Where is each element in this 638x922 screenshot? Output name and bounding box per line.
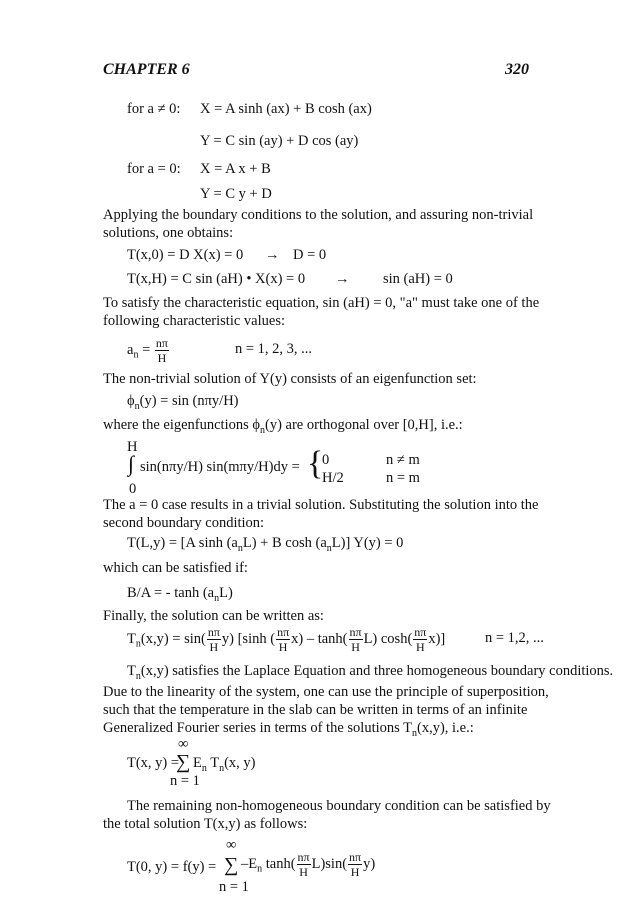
fraction-n-pi-over-h	[155, 337, 169, 364]
paragraph-tn-satisfies	[127, 664, 613, 682]
sum2-body	[241, 851, 375, 878]
fraction-n-pi-over-h	[297, 851, 311, 878]
tn-n-range: n = 1,2, ...	[485, 630, 544, 646]
bc-result-2: sin (aH) = 0	[383, 271, 453, 287]
tn-text-d: x) – tanh(	[291, 630, 348, 647]
bc-equation-1: T(x,0) = D X(x) = 0	[127, 247, 244, 263]
sum1-lhs: T(x, y) =	[127, 755, 180, 771]
p8-subscript-2: n	[412, 727, 417, 739]
an-equals: =	[142, 341, 151, 358]
p8-text-d: (x,y), i.e.:	[417, 720, 474, 736]
n-range: n = 1, 2, 3, ...	[235, 341, 313, 357]
paragraph-superposition	[103, 683, 563, 743]
tn-text-e: L) cosh(	[363, 630, 413, 647]
bc3-text-c: L)] Y(y) = 0	[331, 535, 404, 551]
equation-x-nonzero: X = A sinh (ax) + B cosh (ax)	[200, 101, 372, 117]
fraction-denominator: H	[278, 640, 288, 654]
case-value-1: 0	[322, 452, 330, 468]
ratio-subscript: n	[214, 592, 220, 604]
ratio-text-b: L)	[219, 585, 233, 601]
bc3-sub-2: n	[326, 542, 332, 554]
fraction-numerator: nπ	[297, 850, 310, 864]
fraction-denominator: H	[415, 640, 425, 654]
equation-y-nonzero: Y = C sin (ay) + D cos (ay)	[200, 133, 359, 149]
arrow-icon: →	[265, 247, 280, 263]
sum2-e: –E	[241, 855, 258, 872]
fraction-denominator: H	[351, 640, 360, 654]
fraction-denominator: H	[209, 640, 219, 654]
paragraph-eigenfunction-set: The non-trivial solution of Y(y) consists of an eigenfunction set:	[103, 371, 477, 387]
sum1-e: E	[193, 755, 202, 771]
p8-text-c: Due to the linearity of the system, one can use the principle of superposition, such that the temperature in the slab can be written in terms of an infinite Generalized Fourier series in terms of the solutions T	[103, 684, 549, 736]
tn-text-f: x)]	[428, 630, 446, 647]
sum1-t: T	[206, 755, 220, 771]
sum2-lsin: L)sin(	[311, 855, 348, 872]
bc-equation-3	[127, 536, 403, 554]
condition-a-zero: for a = 0:	[127, 161, 181, 177]
p8-text-a: T	[127, 663, 136, 679]
fraction-n-pi-over-h	[349, 626, 363, 653]
fraction-denominator: H	[157, 351, 167, 365]
fraction-numerator: nπ	[155, 336, 168, 350]
p8-text-b: (x,y) satisfies the Laplace Equation and three homogeneous boundary conditions.	[140, 663, 614, 679]
paragraph-boundary-conditions: Applying the boundary conditions to the solution, and assuring non-trivial solutions, one obtains:	[103, 207, 534, 241]
integral-icon: ∫	[128, 451, 135, 476]
fraction-denominator: H	[350, 865, 360, 879]
fraction-numerator: nπ	[277, 625, 290, 639]
p4-text-a: where the eigenfunctions ϕ	[103, 417, 261, 433]
case-condition-1: n ≠ m	[386, 452, 420, 468]
phi-subscript: n	[134, 400, 140, 412]
paragraph-finally: Finally, the solution can be written as:	[103, 608, 324, 624]
sum1-sub1: n	[201, 762, 207, 774]
fraction-n-pi-over-h	[276, 626, 290, 653]
integral-lower-limit: 0	[129, 481, 137, 497]
fraction-numerator: nπ	[349, 850, 362, 864]
an-symbol: a	[127, 341, 134, 358]
tn-text-b: (x,y) = sin(	[140, 630, 206, 647]
tn-text-c: y) [sinh (	[221, 630, 276, 647]
paragraph-non-homogeneous: The remaining non-homogeneous boundary condition can be satisfied by the total solution T(x,y) as follows:	[103, 798, 551, 832]
tn-subscript: n	[135, 638, 141, 650]
condition-a-nonzero: for a ≠ 0:	[127, 101, 181, 117]
fraction-denominator: H	[299, 865, 308, 879]
sum-icon: ∑	[176, 751, 191, 773]
eigenfunction-equation	[127, 394, 239, 412]
integral-body: sin(nπy/H) sin(mπy/H)dy =	[140, 459, 300, 475]
sum2-lhs: T(0, y) = f(y) =	[127, 859, 217, 875]
solution-tn-equation	[127, 626, 445, 653]
tn-symbol: T	[127, 630, 136, 647]
sum1-upper-limit: ∞	[178, 736, 189, 752]
fraction-n-pi-over-h	[413, 626, 427, 653]
arrow-icon: →	[335, 271, 350, 287]
phi-symbol: ϕ	[127, 393, 135, 409]
fraction-n-pi-over-h	[207, 626, 221, 653]
sum2-tanh: tanh(	[262, 855, 296, 872]
integral-upper-limit: H	[127, 439, 138, 455]
paragraph-trivial-solution: The a = 0 case results in a trivial solution. Substituting the solution into the second boundary condition:	[103, 497, 539, 531]
sum2-upper-limit: ∞	[226, 837, 237, 853]
p4-subscript: n	[260, 424, 266, 436]
bc3-text-b: L) + B cosh (a	[242, 535, 327, 551]
paragraph-satisfied-if: which can be satisfied if:	[103, 560, 248, 576]
bc3-sub-1: n	[237, 542, 243, 554]
sum-icon: ∑	[224, 854, 239, 876]
paragraph-characteristic: To satisfy the characteristic equation, sin (aH) = 0, "a" must take one of the following characteristic values:	[103, 295, 540, 329]
fraction-numerator: nπ	[349, 625, 362, 639]
sum2-lower-limit: n = 1	[219, 879, 249, 895]
equation-y-zero: Y = C y + D	[200, 186, 272, 202]
fraction-n-pi-over-h	[348, 851, 362, 878]
case-value-2: H/2	[322, 470, 344, 486]
fraction-numerator: nπ	[207, 625, 220, 639]
bc3-text-a: T(L,y) = [A sinh (a	[127, 535, 238, 551]
case-condition-2: n = m	[386, 470, 420, 486]
paragraph-orthogonal	[103, 418, 463, 436]
an-subscript: n	[133, 349, 139, 361]
sum2-sub: n	[257, 863, 263, 875]
sum1-lower-limit: n = 1	[170, 773, 200, 789]
bc-equation-2: T(x,H) = C sin (aH) • X(x) = 0	[127, 271, 306, 287]
sum2-y: y)	[363, 855, 376, 872]
characteristic-value-equation	[127, 337, 170, 364]
page-number: 320	[505, 61, 529, 78]
left-brace-icon: {	[307, 445, 324, 482]
sum1-sub2: n	[219, 762, 225, 774]
phi-expression: (y) = sin (nπy/H)	[139, 393, 239, 409]
chapter-heading: CHAPTER 6	[103, 61, 190, 78]
ratio-text-a: B/A = - tanh (a	[127, 585, 215, 601]
sum1-body	[193, 756, 256, 774]
bc-result-1: D = 0	[293, 247, 327, 263]
p4-text-b: (y) are orthogonal over [0,H], i.e.:	[265, 417, 463, 433]
equation-x-zero: X = A x + B	[200, 161, 271, 177]
fraction-numerator: nπ	[414, 625, 427, 639]
p8-subscript: n	[135, 670, 141, 682]
sum1-xy: (x, y)	[224, 755, 256, 771]
ratio-equation	[127, 586, 233, 604]
